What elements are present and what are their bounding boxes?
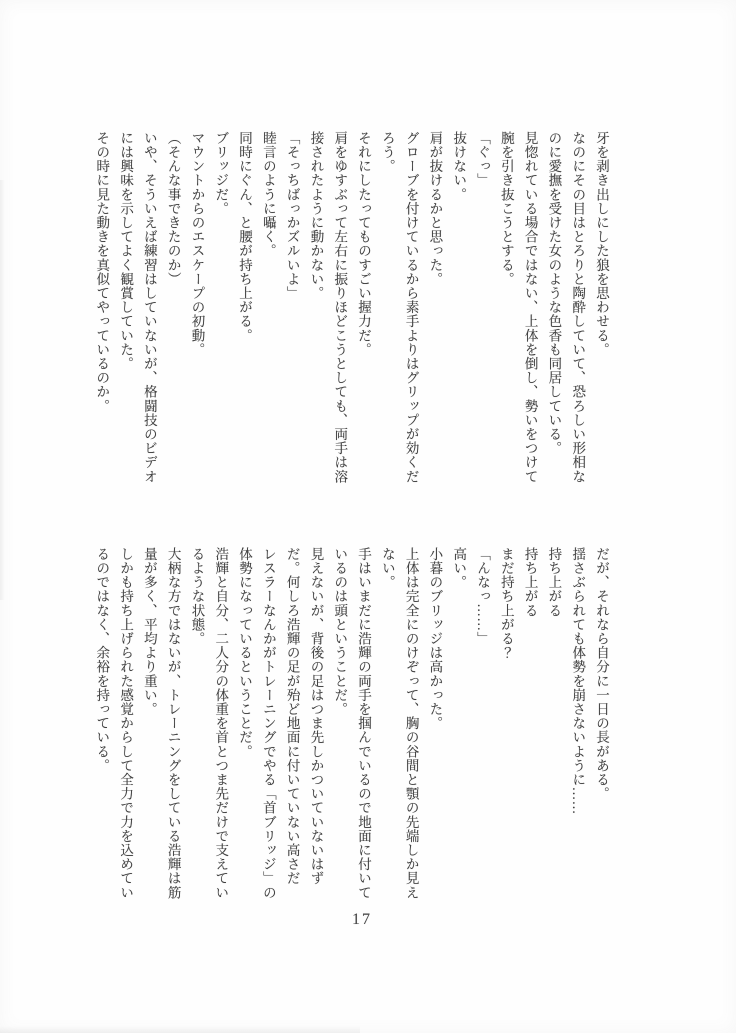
text-line: 持ち上がる	[522, 547, 538, 618]
text-line: だ。何しろ浩輝の足が殆ど地面に付いていない高さだ	[284, 547, 300, 886]
text-line: 肩が抜けるかと思った。	[427, 131, 443, 287]
text-line: ろう。	[379, 131, 395, 174]
text-line: 見惚れている場合ではない、上体を倒し、勢いをつけて	[522, 131, 538, 484]
text-line: 量が多く、平均より重い。	[141, 547, 157, 717]
text-line: その時に見た動きを真似てやっているのか。	[94, 131, 110, 413]
text-line: 手はいまだに浩輝の両手を掴んでいるので地面に付いて	[356, 547, 372, 900]
text-line: 「そっちばっかズルいよ」	[284, 131, 300, 301]
text-line: 抜けない。	[451, 131, 467, 202]
text-line: 上体は完全にのけぞって、胸の谷間と顎の先端しか見え	[403, 547, 419, 900]
text-line: 揺さぶられても体勢を崩さないように……	[570, 547, 586, 815]
text-line: いや、そういえば練習はしていないが、格闘技のビデオ	[141, 131, 157, 484]
text-line: 睦言のように囁く。	[260, 131, 276, 258]
text-line: まだ持ち上がる？	[498, 547, 514, 660]
text-line: グローブを付けているから素手よりはグリップが効くだ	[403, 131, 419, 484]
text-line: マウントからのエスケープの初動。	[189, 131, 205, 357]
text-line: 高い。	[451, 547, 467, 590]
scan-artifact-left-edge	[0, 180, 5, 600]
text-line: るような状態。	[189, 547, 205, 646]
text-line: 体勢になっているということだ。	[237, 547, 253, 759]
text-line: 小暮のブリッジは高かった。	[427, 547, 443, 731]
text-line: 浩輝と自分、二人分の体重を首とつま先だけで支えてい	[213, 547, 229, 900]
text-line: には興味を示してよく観賞していた。	[118, 131, 134, 371]
vertical-text-block-bottom	[89, 547, 613, 903]
text-line: なのにその目はとろりと陶酔していて、恐ろしい形相な	[570, 131, 586, 484]
text-line: 「ぐっ」	[475, 131, 491, 188]
text-line: それにしたってものすごい握力だ。	[356, 131, 372, 357]
text-line: のに愛撫を受けた女のような色香も同居している。	[546, 131, 562, 456]
text-line: 同時にぐん、と腰が持ち上がる。	[237, 131, 253, 343]
text-line: 接されたように動かない。	[308, 131, 324, 301]
text-line: しかも持ち上げられた感覚からして全力で力を込めてい	[118, 547, 134, 900]
text-line: るのではなく、余裕を持っている。	[94, 547, 110, 773]
page-number: 17	[352, 911, 372, 928]
text-line: 腕を引き抜こうとする。	[498, 131, 514, 287]
text-line: 肩をゆすぶって左右に振りほどこうとしても、両手は溶	[332, 131, 348, 484]
vertical-text-block-top	[89, 131, 613, 487]
text-line: 持ち上がる	[546, 547, 562, 618]
text-line: レスラーなんかがトレーニングでやる「首ブリッジ」の	[260, 547, 276, 900]
text-line: だが、それなら自分に一日の長がある。	[594, 547, 609, 801]
text-line: 大柄な方ではないが、トレーニングをしている浩輝は筋	[165, 547, 181, 900]
scan-artifact-bottom-edge	[0, 1026, 360, 1033]
text-line: 見えないが、背後の足はつま先しかついていないはず	[308, 547, 324, 886]
text-line: （そんな事できたのか）	[165, 131, 181, 287]
text-line: ブリッジだ。	[213, 131, 229, 216]
text-line: 「んなっ……」	[475, 547, 491, 646]
text-line: 牙を剥き出しにした狼を思わせる。	[594, 131, 609, 357]
text-line: いるのは頭ということだ。	[332, 547, 348, 717]
text-line: ない。	[379, 547, 395, 590]
